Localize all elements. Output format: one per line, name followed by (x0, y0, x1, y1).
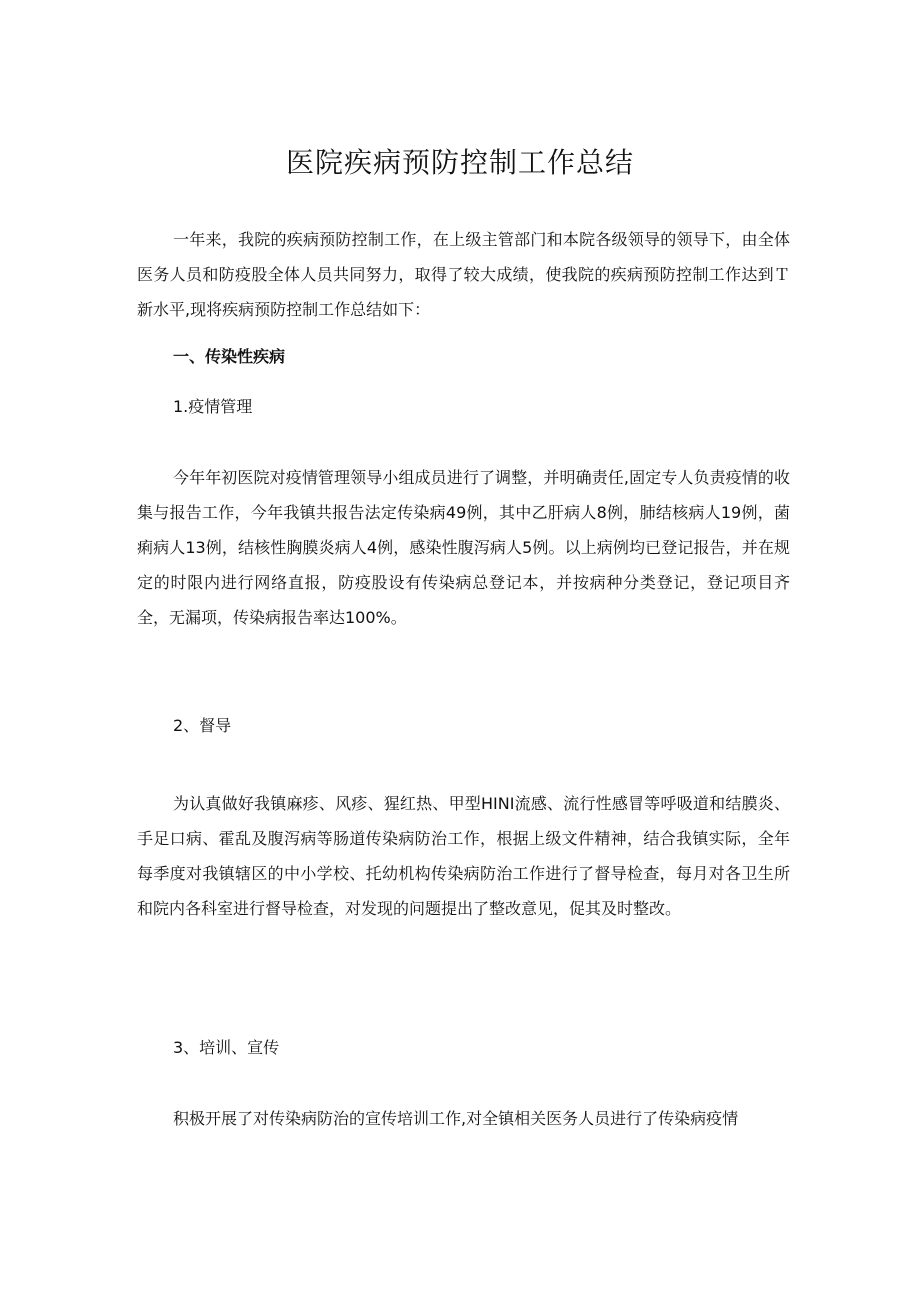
section-heading: 一、传染性疾病 (173, 347, 286, 366)
subsection-body-3: 积极开展了对传染病防治的宣传培训工作,对全镇相关医务人员进行了传染病疫情 (173, 1109, 739, 1128)
subsection-heading-3: 3、培训、宣传 (173, 1038, 280, 1057)
subsection-heading-1: 1.疫情管理 (173, 397, 253, 416)
subsection-heading-2: 2、督导 (173, 716, 232, 735)
subsection-body-2: 为认真做好我镇麻疹、风疹、猩红热、甲型HINI流感、流行性感冒等呼吸道和结膜炎、手足口病、霍乱及腹泻病等肠道传染病防治工作，根据上级文件精神，结合我镇实际，全年每季度对我镇辖区的中小学校、托幼机构传染病防治工作进行了督导检查，每月对各卫生所和院内各科室进行督导检查，对发现的问题提出了整改意见，促其及时整改。 (137, 794, 790, 918)
document-title: 医院疾病预防控制工作总结 (285, 146, 634, 179)
intro-paragraph: 一年来，我院的疾病预防控制工作，在上级主管部门和本院各级领导的领导下，由全体医务人员和防疫股全体人员共同努力，取得了较大成绩，使我院的疾病预防控制工作达到Ｔ新水平,现将疾病预防控制工作总结如下： (137, 230, 790, 319)
subsection-body-1: 今年年初医院对疫情管理领导小组成员进行了调整，并明确责任,固定专人负责疫情的收集与报告工作，今年我镇共报告法定传染病49例，其中乙肝病人8例，肺结核病人19例，菌痢病人13例，结核性胸膜炎病人4例，感染性腹泻病人5例。以上病例均已登记报告，并在规定的时限内进行网络直报，防疫股设有传染病总登记本，并按病种分类登记，登记项目齐全，无漏项，传染病报告率达100%。 (137, 468, 790, 627)
